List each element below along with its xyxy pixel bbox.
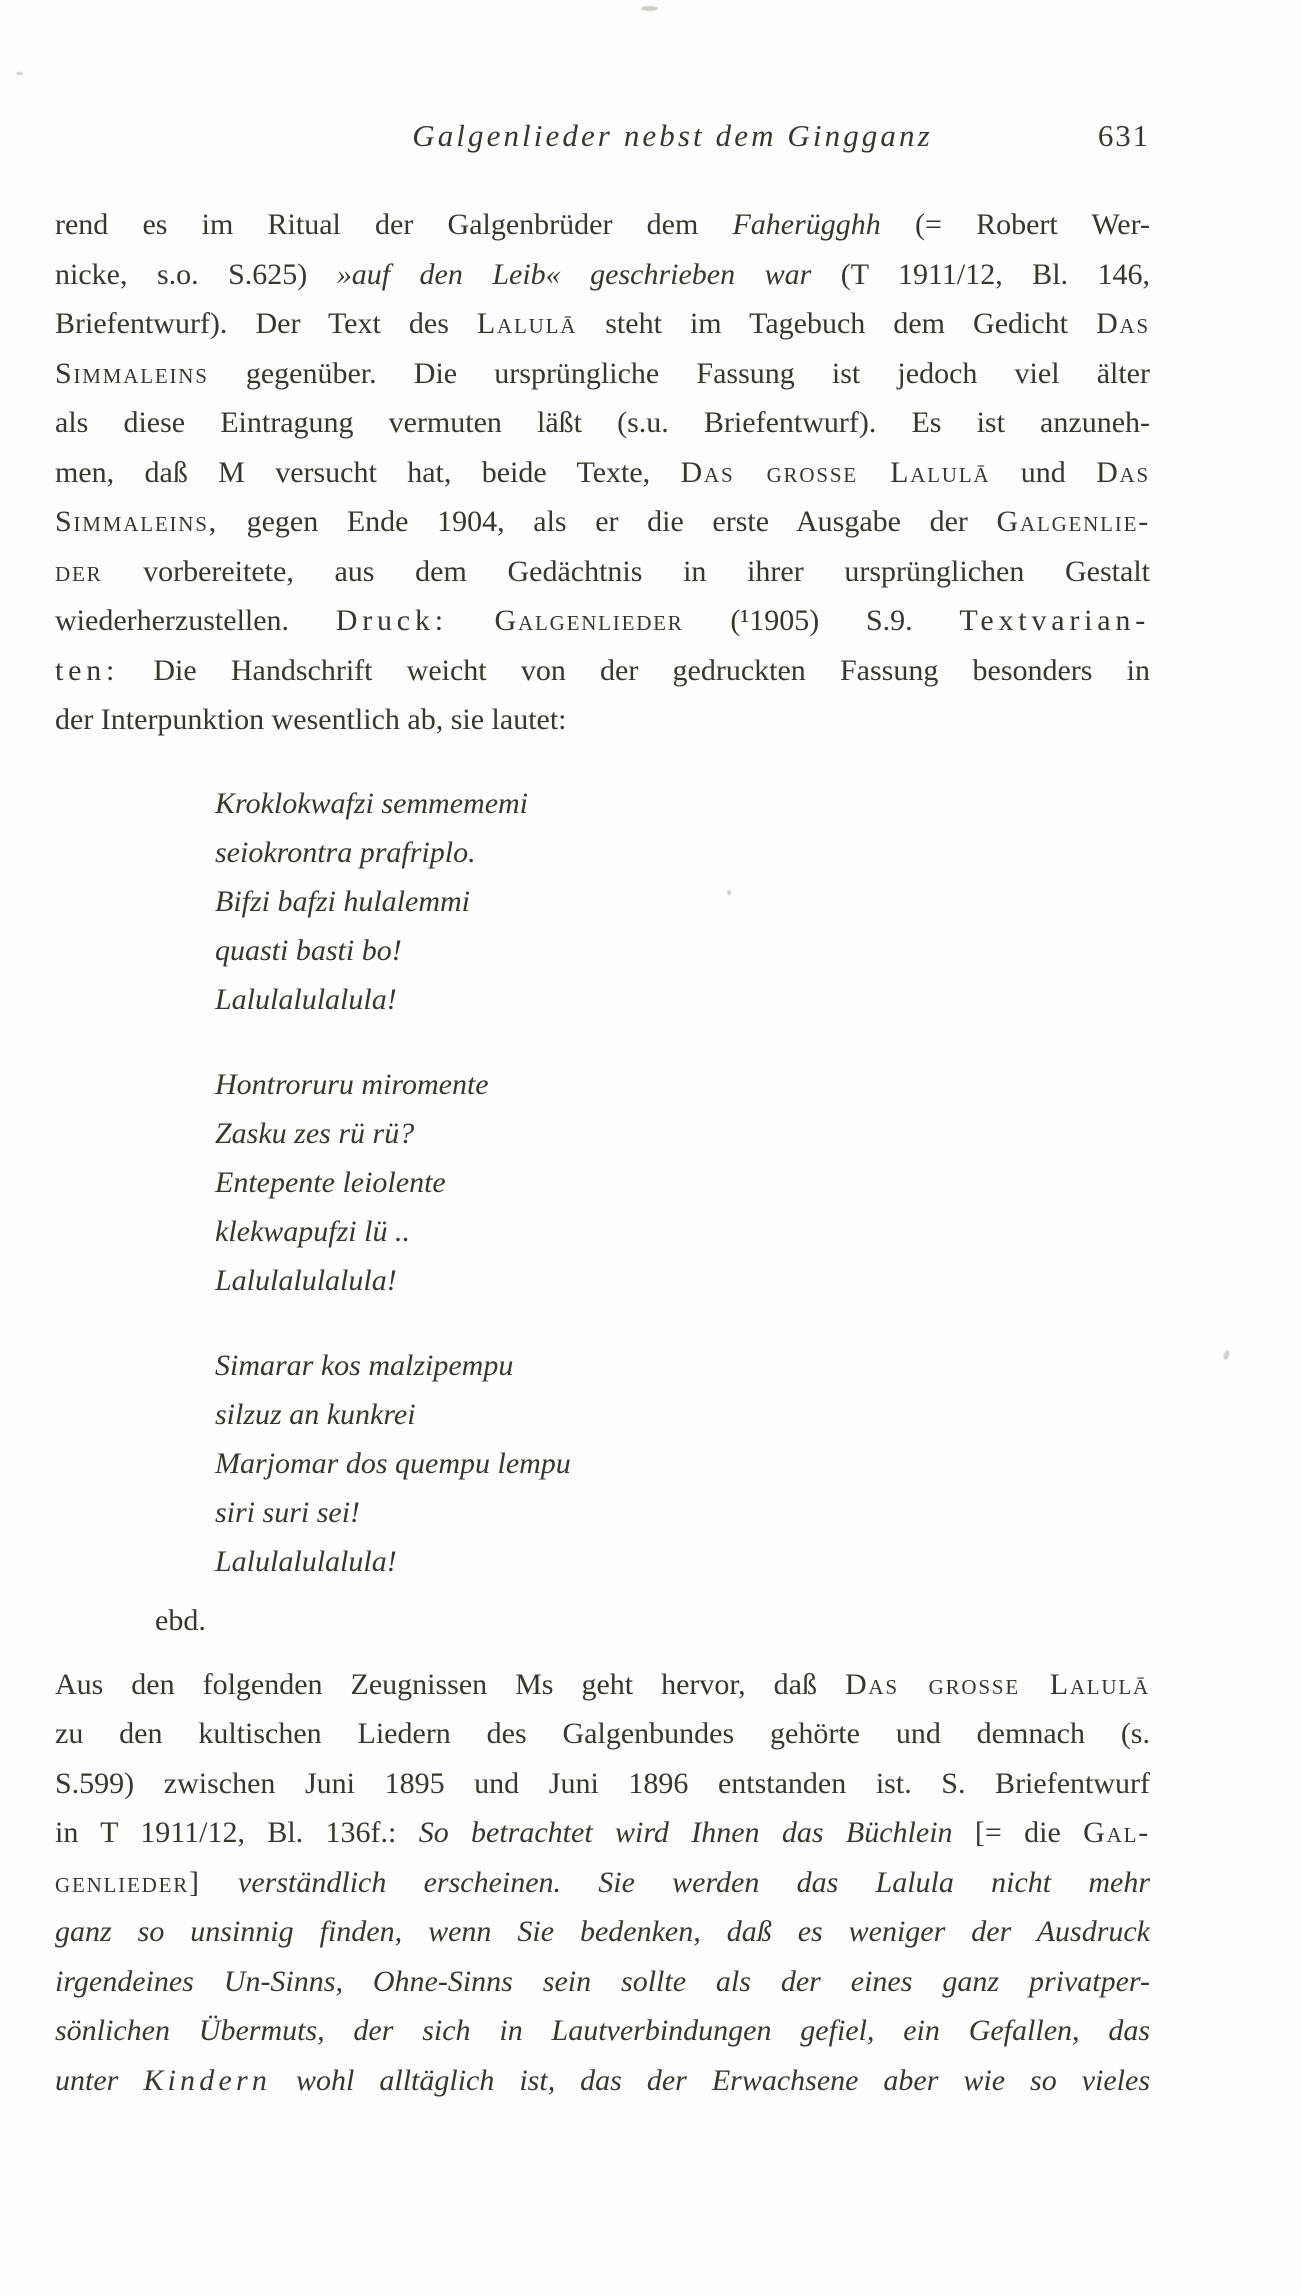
poem-stanza	[215, 779, 1150, 1024]
verse-line: Simarar kos malzipempu	[215, 1348, 514, 1382]
text-line: Aus den folgenden Zeugnissen Ms geht hervor, daß Das grosse Lalulā	[55, 1667, 1150, 1701]
text-line: als diese Eintragung vermuten läßt (s.u. Briefentwurf). Es ist anzuneh-	[55, 406, 1150, 439]
text-line: ten: Die Handschrift weicht von der gedruckten Fassung besonders in	[55, 653, 1150, 687]
text-line: sönlichen Übermuts, der sich in Lautverbindungen gefiel, ein Gefallen, das	[55, 2014, 1150, 2047]
text-line: der Interpunktion wesentlich ab, sie lautet:	[55, 703, 567, 736]
text-line: rend es im Ritual der Galgenbrüder dem Faherügghh (= Robert Wer-	[55, 208, 1150, 241]
scan-artifact	[1222, 1349, 1230, 1360]
text-line: Simmaleins gegenüber. Die ursprüngliche Fassung ist jedoch viel älter	[55, 356, 1150, 390]
paragraph-1	[55, 200, 1150, 745]
page-number: 631	[1097, 118, 1150, 153]
text-line: der vorbereitete, aus dem Gedächtnis in ihrer ursprünglichen Gestalt	[55, 554, 1150, 588]
verse-line: Entepente leiolente	[215, 1165, 446, 1199]
verse-line: Hontroruru miromente	[215, 1067, 489, 1101]
verse-line: Marjomar dos quempu lempu	[215, 1446, 571, 1480]
verse-line: Zasku zes rü rü?	[215, 1116, 415, 1150]
scan-artifact	[16, 72, 23, 75]
text-line: Simmaleins, gegen Ende 1904, als er die erste Ausgabe der Galgenlie-	[55, 505, 1150, 538]
scan-artifact	[641, 6, 658, 11]
poem-source-abbreviation: ebd.	[155, 1603, 206, 1637]
verse-line: siri suri sei!	[215, 1495, 361, 1529]
verse-line: quasti basti bo!	[215, 933, 402, 967]
verse-line: silzuz an kunkrei	[215, 1397, 416, 1431]
poem-stanza	[215, 1341, 1150, 1586]
text-line: unter Kindern wohl alltäglich ist, das der Erwachsene aber wie so vieles	[55, 2063, 1150, 2097]
text-line: men, daß M versucht hat, beide Texte, Das grosse Lalulā und Das	[55, 455, 1150, 489]
text-line: wiederherzustellen. Druck: Galgenlieder (¹1905) S.9. Textvarian-	[55, 604, 1150, 637]
text-line: zu den kultischen Liedern des Galgenbundes gehörte und demnach (s.	[55, 1717, 1150, 1750]
verse-line: Lalulalulalula!	[215, 1263, 397, 1297]
verse-line: klekwapufzi lü ..	[215, 1214, 410, 1248]
text-line: nicke, s.o. S.625) »auf den Leib« geschrieben war (T 1911/12, Bl. 146,	[55, 257, 1150, 291]
verse-line: Kroklokwafzi semmememi	[215, 786, 529, 820]
running-head-title: Galgenlieder nebst dem Gingganz	[412, 118, 933, 153]
verse-line: Lalulalulalula!	[215, 1544, 397, 1578]
scan-artifact	[727, 890, 731, 895]
verse-line: Lalulalulalula!	[215, 982, 397, 1016]
text-line: in T 1911/12, Bl. 136f.: So betrachtet wird Ihnen das Büchlein [= die Gal-	[55, 1816, 1150, 1849]
text-line: S.599) zwischen Juni 1895 und Juni 1896 entstanden ist. S. Briefentwurf	[55, 1766, 1150, 1800]
text-line: genlieder] verständlich erscheinen. Sie werden das Lalula nicht mehr	[55, 1865, 1150, 1899]
text-line: ganz so unsinnig finden, wenn Sie bedenken, daß es weniger der Ausdruck	[55, 1915, 1150, 1948]
verse-line: Bifzi bafzi hulalemmi	[215, 884, 470, 918]
text-line: irgendeines Un-Sinns, Ohne-Sinns sein sollte als der eines ganz privatper-	[55, 1964, 1150, 1998]
poem-stanza	[215, 1060, 1150, 1305]
verse-line: seiokrontra prafriplo.	[215, 835, 476, 869]
poem-lalula-manuscript-version	[215, 779, 1150, 1586]
text-line: Briefentwurf). Der Text des Lalulā steht im Tagebuch dem Gedicht Das	[55, 307, 1150, 340]
paragraph-2	[55, 1660, 1150, 2106]
running-head	[55, 0, 1150, 154]
